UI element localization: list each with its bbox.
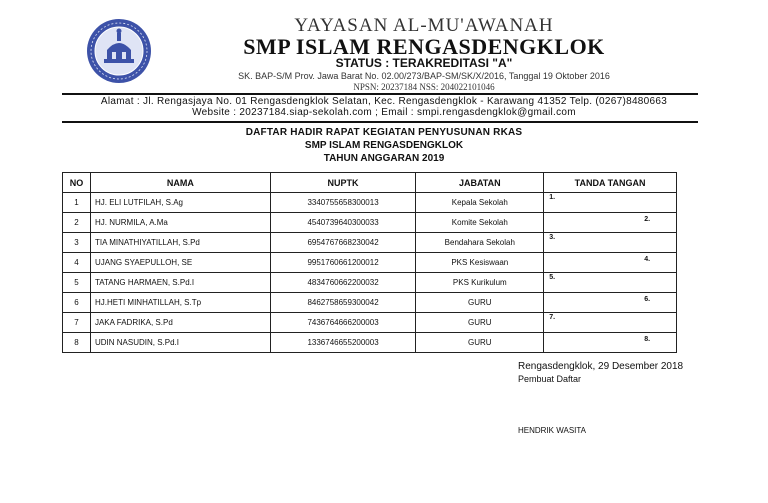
cell-nuptk: 7436764666200003 [270, 313, 416, 333]
cell-nama: HJ. NURMILA, A.Ma [90, 213, 270, 233]
cell-signature [544, 333, 677, 353]
table-row [63, 333, 677, 353]
cell-nama: TATANG HARMAEN, S.Pd.I [90, 273, 270, 293]
table-row [63, 233, 677, 253]
table-row [63, 273, 677, 293]
table-row [63, 253, 677, 273]
cell-signature [544, 213, 677, 233]
place-date: Rengasdengklok, 29 Desember 2018 [518, 361, 684, 372]
signature-number: 4. [644, 256, 651, 263]
attendance-table [62, 172, 677, 353]
cell-signature [544, 313, 677, 333]
cell-jabatan: PKS Kurikulum [416, 273, 544, 293]
table-row [63, 293, 677, 313]
cell-no: 1 [63, 193, 91, 213]
signer-name: HENDRIK WASITA [518, 426, 587, 435]
cell-nuptk: 8462758659300042 [270, 293, 416, 313]
foundation-name: YAYASAN AL-MU'AWANAH [294, 15, 554, 36]
cell-nuptk: 1336746655200003 [270, 333, 416, 353]
signature-number: 8. [644, 336, 651, 343]
signature-number: 7. [549, 314, 556, 321]
document-subtitle: SMP ISLAM RENGASDENGKLOK [304, 140, 464, 151]
cell-signature [544, 233, 677, 253]
cell-signature [544, 293, 677, 313]
list-maker-label: Pembuat Daftar [518, 374, 582, 384]
document-title: DAFTAR HADIR RAPAT KEGIATAN PENYUSUNAN RKAS [245, 127, 523, 138]
cell-no: 5 [63, 273, 91, 293]
col-header-nuptk: NUPTK [270, 173, 416, 193]
cell-no: 3 [63, 233, 91, 253]
cell-nama: UJANG SYAEPULLOH, SE [90, 253, 270, 273]
cell-jabatan: GURU [416, 313, 544, 333]
table-row [63, 193, 677, 213]
signature-number: 2. [644, 216, 651, 223]
signature-number: 3. [549, 234, 556, 241]
col-header-nama: NAMA [90, 173, 270, 193]
table-row [63, 313, 677, 333]
accreditation-status: STATUS : TERAKREDITASI "A" [335, 56, 513, 70]
cell-jabatan: GURU [416, 333, 544, 353]
cell-nama: HJ. ELI LUTFILAH, S.Ag [90, 193, 270, 213]
cell-nama: TIA MINATHIYATILLAH, S.Pd [90, 233, 270, 253]
cell-no: 8 [63, 333, 91, 353]
cell-jabatan: PKS Kesiswaan [416, 253, 544, 273]
cell-nuptk: 3340755658300013 [270, 193, 416, 213]
cell-nuptk: 9951760661200012 [270, 253, 416, 273]
cell-signature [544, 193, 677, 213]
cell-no: 6 [63, 293, 91, 313]
table-header-row [63, 173, 677, 193]
school-address: Alamat : Jl. Rengasjaya No. 01 Rengasdengklok Selatan, Kec. Rengasdengklok - Karawang 41352 Telp. (0267)8480663 [100, 96, 668, 107]
signature-number: 6. [644, 296, 651, 303]
col-header-no: NO [63, 173, 91, 193]
table-row [63, 213, 677, 233]
cell-signature [544, 253, 677, 273]
cell-nuptk: 4834760662200032 [270, 273, 416, 293]
school-website-email: Website : 20237184.siap-sekolah.com ; Email : smpi.rengasdengklok@gmail.com [192, 107, 576, 118]
signature-number: 5. [549, 274, 556, 281]
cell-nama: JAKA FADRIKA, S.Pd [90, 313, 270, 333]
cell-jabatan: Komite Sekolah [416, 213, 544, 233]
cell-nuptk: 4540739640300033 [270, 213, 416, 233]
cell-no: 4 [63, 253, 91, 273]
cell-signature [544, 273, 677, 293]
header-divider-bottom [62, 121, 698, 123]
npsn-nss: NPSN: 20237184 NSS: 204022101046 [353, 82, 495, 92]
document-year: TAHUN ANGGARAN 2019 [323, 153, 445, 164]
cell-no: 2 [63, 213, 91, 233]
header-divider-top [62, 93, 698, 95]
cell-nuptk: 6954767668230042 [270, 233, 416, 253]
cell-jabatan: GURU [416, 293, 544, 313]
cell-nama: HJ.HETI MINHATILLAH, S.Tp [90, 293, 270, 313]
col-header-jabatan: JABATAN [416, 173, 544, 193]
school-name: SMP ISLAM RENGASDENGKLOK [243, 34, 605, 59]
accreditation-decree: SK. BAP-S/M Prov. Jawa Barat No. 02.00/273/BAP-SM/SK/X/2016, Tanggal 19 Oktober 2016 [238, 71, 610, 81]
signature-number: 1. [549, 194, 556, 201]
col-header-tanda-tangan: TANDA TANGAN [544, 173, 677, 193]
cell-jabatan: Kepala Sekolah [416, 193, 544, 213]
cell-jabatan: Bendahara Sekolah [416, 233, 544, 253]
cell-nama: UDIN NASUDIN, S.Pd.I [90, 333, 270, 353]
cell-no: 7 [63, 313, 91, 333]
